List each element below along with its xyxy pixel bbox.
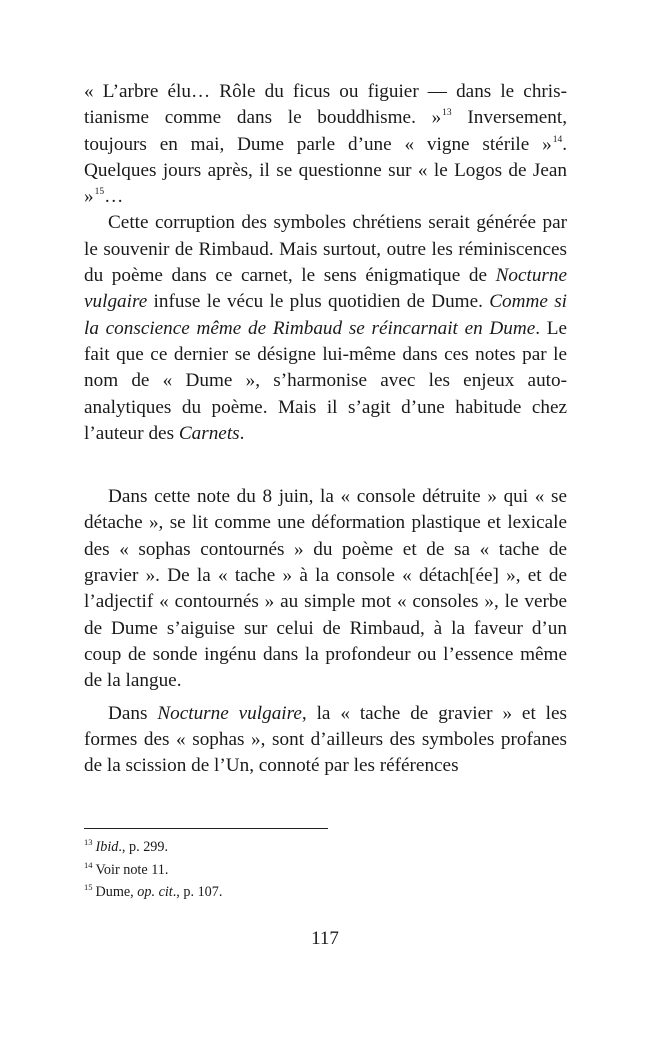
text-run: Dans cette note du 8 juin, la « console détruite » qui « se détache », se lit comme une déformation plastique et lexicale des « sophas contournés » du poème et de sa « tache de gravier ». De la « tache » à la console « détach[ée] », et de l’adjectif « contournés » au simple mot « consoles », le verbe de Dume s’aiguise sur celui de Rimbaud, à la faveur d’un coup de sonde ingénu dans la profondeur ou l’essence même de la langue. [84,486,567,692]
paragraph [84,79,567,210]
paragraph [84,210,567,447]
text-run: … [104,186,124,208]
text-run: Cette corruption des symboles chrétiens serait générée par le souvenir de Rimbaud. Mais surtout, outre les réminiscences du poème dans ce carnet, le sens énigmatique de [84,212,567,287]
italic-text: Nocturne vulgaire [157,702,302,724]
italic-text: Comme si la conscience même de Rimbaud se réincarnait en Dume [84,291,567,339]
footnote-divider [84,828,328,829]
text-run: . [239,422,245,444]
paragraph [84,701,567,780]
text-block-1 [84,79,567,447]
text-run: Voir note 11. [95,861,169,878]
text-run: . Quelques jours après, il se questionne sur « le Logos de Jean » [84,133,567,208]
text-run: Dans [108,702,158,724]
text-run: « L’arbre élu… Rôle du ficus ou figuier — dans le christianisme comme dans le bouddhisme. » [84,81,567,129]
footnote-ref: 13 [442,108,452,119]
text-run: ., p. 299. [118,839,169,855]
page-number: 117 [311,928,339,949]
footnote-ref: 15 [94,187,105,198]
text-run: . Le fait que ce dernier se désigne lui-même dans ces notes par le nom de « Dume », s’harmonise avec les enjeux auto-analytiques du poème. Mais il s’agit d’une habitude chez l’auteur des [84,317,567,444]
italic-text: op. cit [137,884,173,900]
text-run: Inversement, toujours en mai, Dume parle d’une « vigne stérile » [84,107,567,155]
text-run: , la « tache de gravier » et les formes des « sophas », sont d’ailleurs des symboles profanes de la scission de l’Un, connoté par les références [84,702,567,777]
footnote-number: 14 [84,859,93,870]
italic-text: Carnets [178,422,240,444]
text-run: infuse le vécu le plus quotidien de Dume. [147,291,490,313]
page-body [84,79,567,779]
section-break [84,447,567,484]
footnote-number: 15 [84,882,93,892]
italic-text: Ibid [95,839,119,855]
footnote-ref: 14 [552,134,563,145]
text-run: ., p. 107. [172,884,223,900]
footnote [84,881,567,904]
text-run: Dume, [95,884,138,900]
footnote-number: 13 [84,837,93,847]
footnote [84,859,567,882]
footnotes [84,836,567,904]
paragraph [84,484,567,694]
italic-text: Nocturne vulgaire [84,265,567,313]
footnote [84,836,567,859]
text-block-2 [84,484,567,779]
